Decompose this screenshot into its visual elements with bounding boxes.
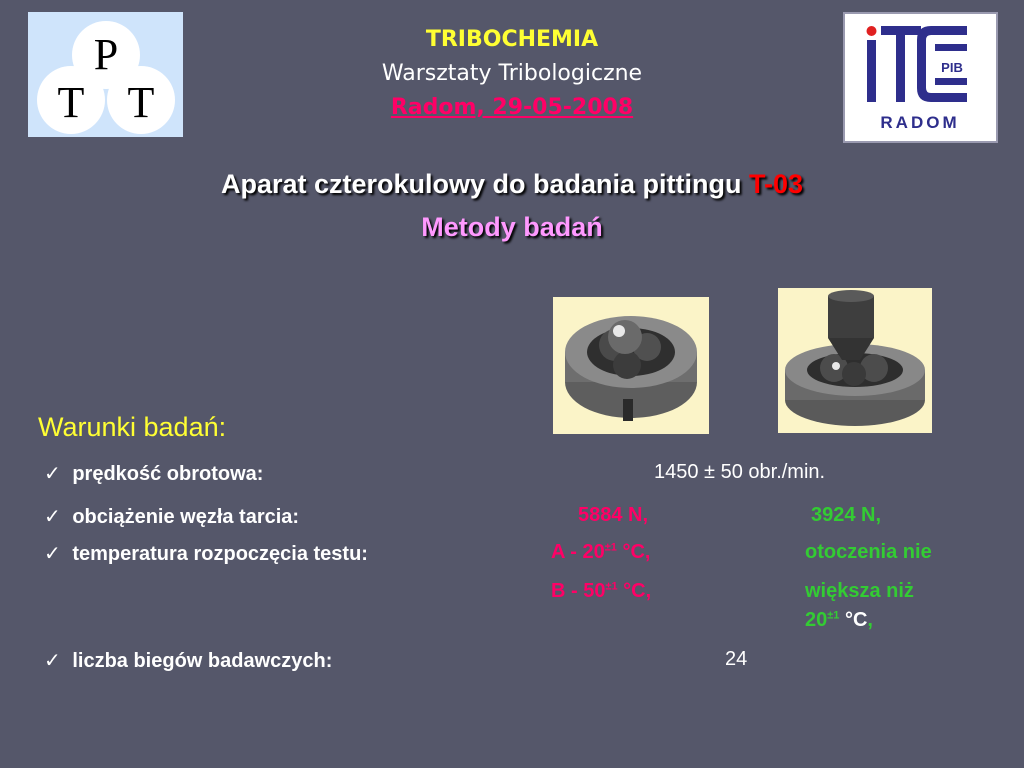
temp-b-value: B - 50 [551,580,606,602]
check-icon: ✓ [44,648,61,672]
condition-row-speed [44,461,263,486]
temperature-b [551,580,651,603]
page-title [62,169,962,200]
condition-label: obciążenie węzła tarcia: [72,506,300,528]
condition-label: liczba biegów badawczych: [72,650,333,672]
temp-note-unit: °C [839,609,868,631]
ptt-letter-p: P [93,30,119,79]
check-icon: ✓ [44,504,61,528]
check-icon: ✓ [44,461,61,485]
load-value-a: 5884 N, [578,504,649,526]
temp-note-tolerance: ±1 [827,609,840,622]
runs-value: 24 [725,648,748,670]
temp-b-unit: °C, [617,580,652,602]
condition-row-load [44,504,299,529]
temperature-note-2: większa niż [805,580,914,602]
four-ball-cup-photo [553,297,709,434]
temperature-a [551,541,650,564]
condition-label: temperatura rozpoczęcia testu: [72,543,368,565]
temp-a-tolerance: ±1 [604,541,617,554]
title-model: T-03 [749,169,804,199]
ptt-letter-t1: T [57,78,85,127]
check-icon: ✓ [44,541,61,565]
title-main: Aparat czterokulowy do badania pittingu [220,169,742,199]
condition-label: prędkość obrotowa: [72,463,264,485]
temp-note-value: 20 [805,609,828,631]
speed-value: 1450 ± 50 obr./min. [654,461,826,483]
temp-a-unit: °C, [616,541,651,563]
ptt-letter-t2: T [127,78,155,127]
load-value-b: 3924 N, [811,504,882,526]
condition-row-temperature [44,541,368,566]
four-ball-assembly-photo [778,288,932,433]
page-subtitle: Metody badań [421,212,603,242]
logo-radom-text: RADOM [880,113,960,132]
temperature-note-1: otoczenia nie [805,541,932,563]
temp-note-comma: , [867,609,873,631]
header-title: TRIBOCHEMIA [425,27,599,52]
temperature-note-3 [805,609,873,632]
header-date: Radom, 29-05-2008 [390,95,634,120]
ptt-logo [28,12,183,137]
logo-badge-text: PIB [941,60,963,75]
itee-pib-logo [843,12,998,143]
condition-row-runs [44,648,332,673]
temp-b-tolerance: ±1 [605,580,618,593]
temp-a-value: A - 20 [551,541,605,563]
section-title: Warunki badań: [38,412,227,442]
header-subtitle: Warsztaty Tribologiczne [381,61,643,86]
